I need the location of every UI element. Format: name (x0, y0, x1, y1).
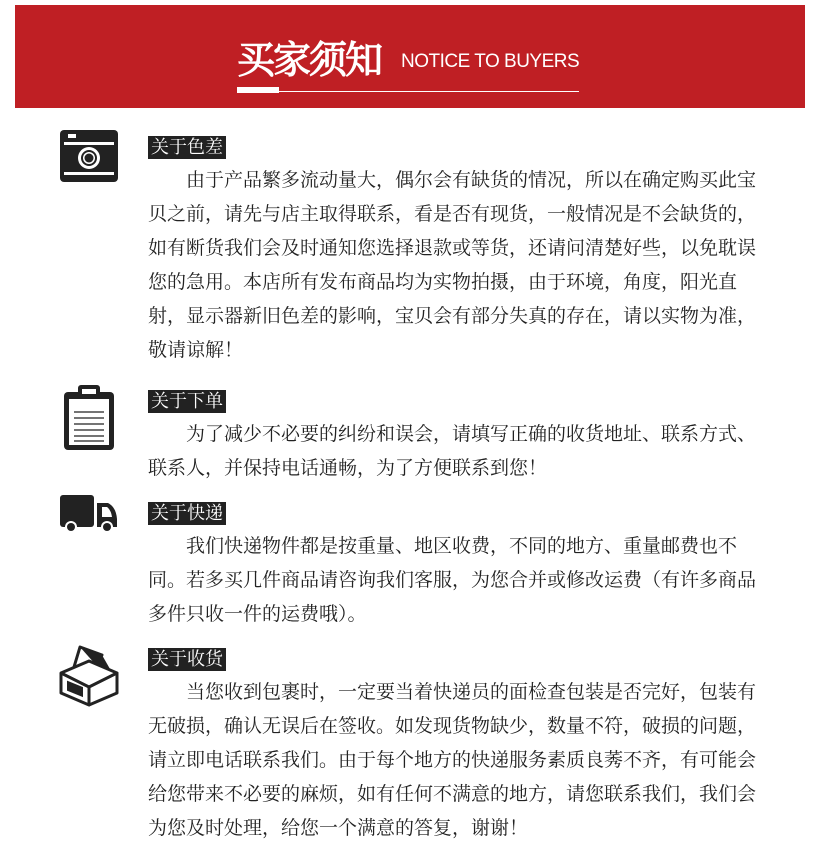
section-color-difference (148, 136, 768, 367)
banner-accent-bar (237, 87, 279, 93)
box-icon (58, 643, 120, 707)
clipboard-icon (62, 384, 116, 452)
section-heading: 关于收货 (148, 648, 226, 671)
section-heading: 关于下单 (148, 390, 226, 413)
banner-divider (237, 91, 579, 92)
section-text: 为了减少不必要的纠纷和误会，请填写正确的收货地址、联系方式、联系人，并保持电话通畅，为了方便联系到您！ (148, 423, 757, 479)
banner-title-cn: 买家须知 (237, 38, 382, 82)
section-receiving (148, 648, 768, 845)
truck-icon (60, 495, 118, 537)
section-heading: 关于快递 (148, 502, 226, 525)
section-heading: 关于色差 (148, 136, 226, 159)
section-shipping (148, 502, 768, 631)
notice-banner (15, 5, 805, 108)
section-text: 由于产品繁多流动量大，偶尔会有缺货的情况，所以在确定购买此宝贝之前，请先与店主取得联系，看是否有现货，一般情况是不会缺货的，如有断货我们会及时通知您选择退款或等货，还请问清楚好些，以免耽误您的急用。本店所有发布商品均为实物拍摄，由于环境，角度，阳光直射，显示器新旧色差的影响，宝贝会有部分失真的存在，请以实物为准，敬请谅解！ (148, 169, 757, 361)
section-text: 当您收到包裹时，一定要当着快递员的面检查包装是否完好，包装有无破损，确认无误后在签收。如发现货物缺少，数量不符，破损的问题，请立即电话联系我们。由于每个地方的快递服务素质良莠不齐，有可能会给您带来不必要的麻烦，如有任何不满意的地方，请您联系我们，我们会为您及时处理，给您一个满意的答复，谢谢！ (148, 681, 757, 839)
section-ordering (148, 390, 768, 485)
camera-icon (60, 130, 118, 182)
banner-title-en: NOTICE TO BUYERS (401, 51, 580, 72)
section-text: 我们快递物件都是按重量、地区收费，不同的地方、重量邮费也不同。若多买几件商品请咨询我们客服，为您合并或修改运费（有许多商品多件只收一件的运费哦）。 (148, 535, 757, 625)
